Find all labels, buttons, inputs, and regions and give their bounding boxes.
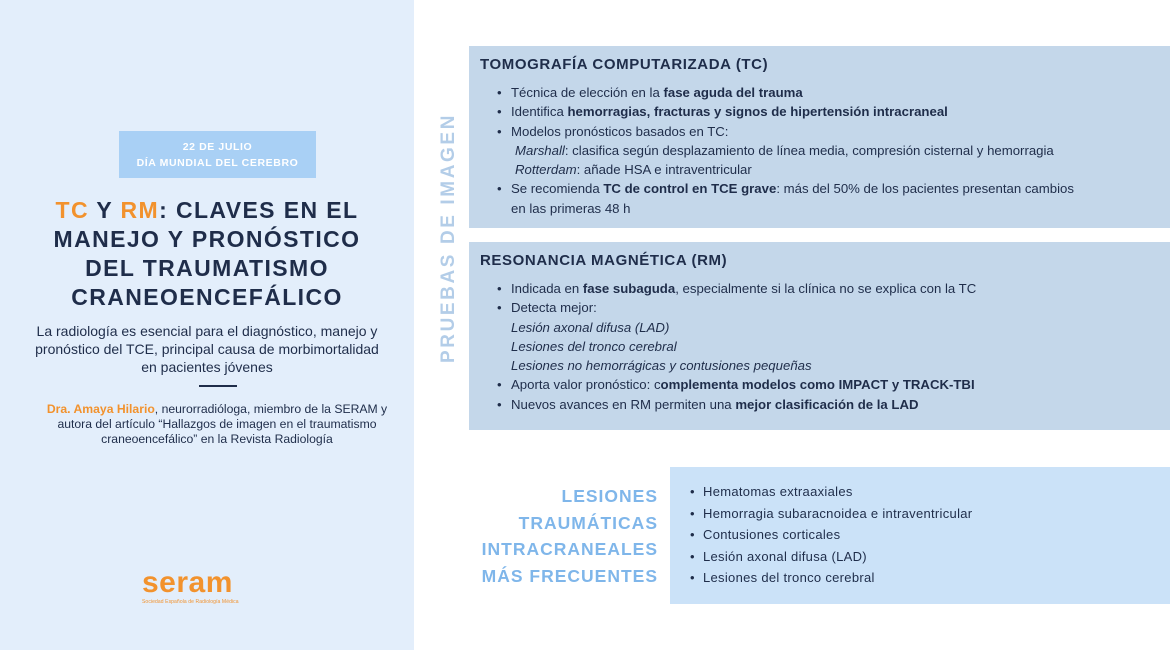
- rm-card: [469, 242, 1170, 430]
- seram-logo: [142, 568, 262, 608]
- list-item: • Lesiones del tronco cerebral: [690, 567, 972, 589]
- text: en las primeras 48 h: [511, 200, 631, 216]
- bold-text: omplementa modelos como IMPACT y TRACK-TBI: [660, 377, 975, 393]
- author-text: [44, 402, 390, 447]
- tc-list: [497, 83, 1161, 218]
- text: Detecta mejor:: [511, 300, 597, 316]
- list-subitem: [497, 337, 1161, 356]
- title-line-3: DEL TRAUMATISMO: [85, 255, 329, 281]
- list-item: [497, 122, 1161, 141]
- title-y: Y: [89, 197, 121, 223]
- list-subitem: [497, 318, 1161, 337]
- title-line-4: CRANEOENCEFÁLICO: [71, 284, 343, 310]
- italic-text: Rotterdam: [515, 162, 577, 178]
- list-item: • Contusiones corticales: [690, 524, 972, 546]
- text: Identifica: [511, 104, 568, 120]
- text: , especialmente si la clínica no se explica con la TC: [675, 281, 977, 296]
- vertical-label-text: PRUEBAS DE IMAGEN: [438, 112, 459, 364]
- author-description: , neurorradióloga, miembro de la SERAM y autora del artículo “Hallazgos de imagen en el traumatismo craneoencefálico” en la Revista Radiología: [57, 402, 388, 446]
- list-item: [497, 298, 1161, 317]
- main-title: [20, 196, 394, 312]
- list-item: • Lesión axonal difusa (LAD): [690, 546, 972, 568]
- list-item: • Hemorragia subaracnoidea e intraventricular: [690, 503, 972, 525]
- text: : clasifica según desplazamiento de línea media, compresión cisternal y hemorragia: [564, 142, 1054, 158]
- text: Nuevos avances en RM permiten una: [511, 396, 736, 412]
- list-subitem: [497, 141, 1161, 160]
- italic-text: Lesión axonal difusa (LAD): [511, 319, 670, 335]
- text: Se recomienda: [511, 181, 604, 197]
- list-item: [497, 279, 1161, 298]
- text: Indicada en: [511, 281, 583, 296]
- list-item: [497, 179, 1161, 218]
- logo-subtitle: Sociedad Española de Radiología Médica: [142, 599, 239, 605]
- tc-card: [469, 46, 1170, 228]
- italic-text: Lesiones del tronco cerebral: [511, 338, 677, 354]
- bold-text: fase aguda del trauma: [663, 85, 803, 100]
- logo-word: seram: [142, 566, 233, 599]
- list-item: [497, 375, 1161, 394]
- title-line-2: MANEJO Y PRONÓSTICO: [53, 226, 361, 252]
- text: : añade HSA e intraventricular: [576, 162, 752, 178]
- text: Técnica de elección en la: [511, 85, 664, 100]
- tc-title: TOMOGRAFÍA COMPUTARIZADA (TC): [480, 56, 769, 73]
- list-item: [497, 395, 1161, 414]
- date-line-1: 22 DE JULIO: [182, 140, 253, 153]
- bold-text: fase subaguda: [582, 281, 676, 296]
- bold-text: mejor clasificación de la LAD: [735, 396, 919, 412]
- text: Modelos pronósticos basados en TC:: [511, 123, 729, 139]
- text: Aporta valor pronóstico: c: [511, 377, 661, 393]
- author-name: Dra. Amaya Hilario: [46, 402, 155, 416]
- lesions-title-line: TRAUMÁTICAS: [518, 512, 658, 533]
- lesions-list: [690, 481, 972, 589]
- bold-text: hemorragias, fracturas y signos de hipertensión intracraneal: [567, 104, 948, 120]
- title-rm: RM: [120, 197, 160, 223]
- rm-title: RESONANCIA MAGNÉTICA (RM): [480, 252, 728, 269]
- lesions-title-line: MÁS FRECUENTES: [481, 565, 658, 586]
- list-subitem: [497, 160, 1161, 179]
- italic-text: Lesiones no hemorrágicas y contusiones pequeñas: [511, 358, 812, 374]
- title-rest-1: : CLAVES EN EL: [159, 197, 359, 223]
- rm-list: [497, 279, 1161, 414]
- lesions-title-line: INTRACRANEALES: [481, 539, 658, 559]
- lesions-title: [462, 483, 658, 589]
- intro-text: La radiología es esencial para el diagnóstico, manejo y pronóstico del TCE, principal causa de morbimortalidad en pacientes jóvenes: [35, 323, 379, 375]
- list-item: • Hematomas extraaxiales: [690, 481, 972, 503]
- bold-text: TC de control en TCE grave: [603, 181, 777, 197]
- italic-text: Marshall: [515, 142, 565, 158]
- date-line-2: DÍA MUNDIAL DEL CEREBRO: [136, 156, 299, 169]
- divider: [199, 385, 237, 387]
- lesions-title-line: LESIONES: [561, 486, 658, 506]
- text: : más del 50% de los pacientes presentan cambios: [776, 181, 1074, 197]
- title-tc: TC: [55, 197, 90, 223]
- date-badge: [119, 131, 316, 178]
- lesions-card: [670, 467, 1170, 604]
- list-item: [497, 83, 1161, 102]
- list-subitem: [497, 356, 1161, 375]
- list-item: [497, 102, 1161, 121]
- left-panel: [0, 0, 414, 650]
